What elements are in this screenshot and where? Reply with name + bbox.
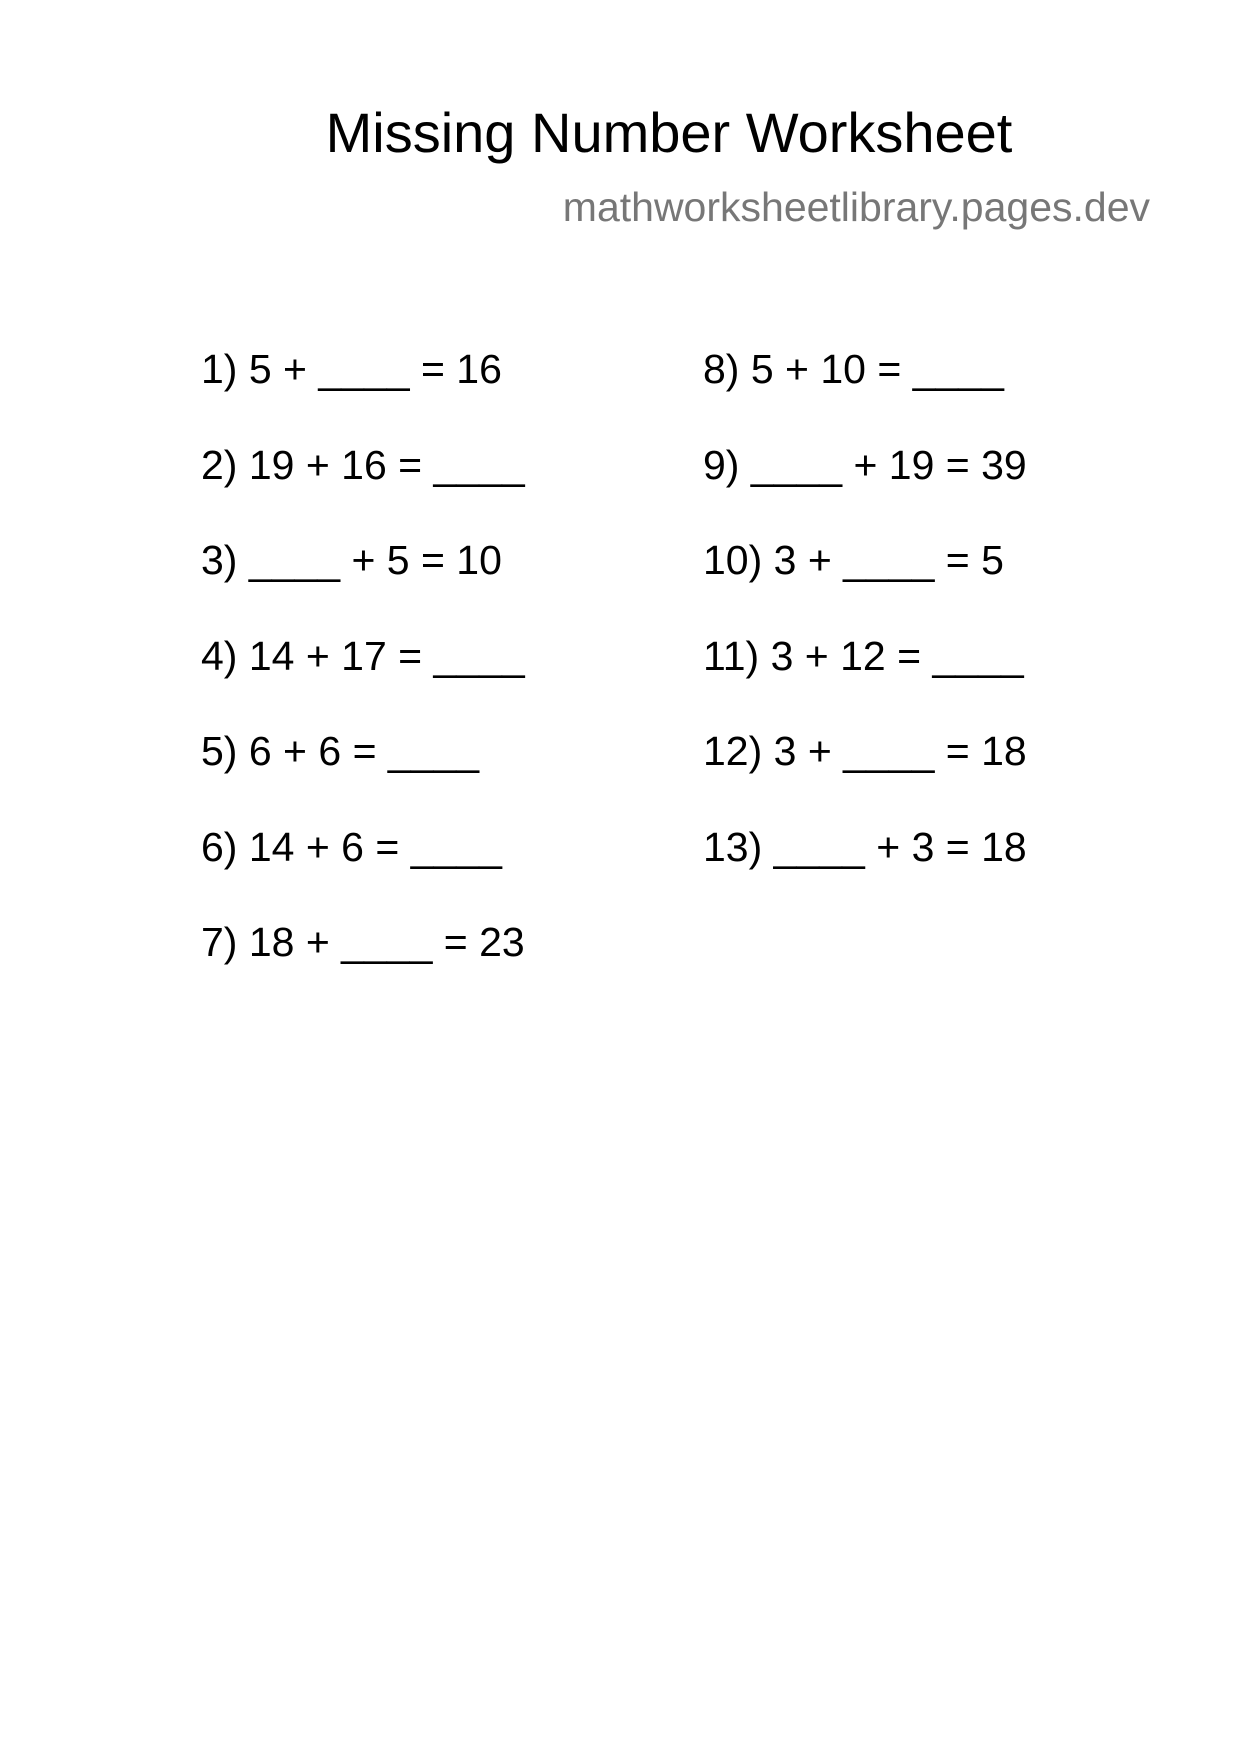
- problem-6: 6) 14 + 6 = ____: [201, 823, 502, 870]
- problem-list-left: [201, 344, 525, 1013]
- problem-9: 9) ____ + 19 = 39: [703, 441, 1027, 488]
- problem-12: 12) 3 + ____ = 18: [703, 728, 1027, 774]
- problem-13: 13) ____ + 3 = 18: [703, 823, 1027, 870]
- source-url: mathworksheetlibrary.pages.dev: [562, 184, 1150, 230]
- problem-7: 7) 18 + ____ = 23: [201, 919, 525, 965]
- problem-2: 2) 19 + 16 = ____: [201, 441, 525, 488]
- problem-10: 10) 3 + ____ = 5: [703, 537, 1004, 583]
- problem-1: 1) 5 + ____ = 16: [201, 346, 502, 392]
- problem-8: 8) 5 + 10 = ____: [703, 346, 1004, 392]
- problem-11: 11) 3 + 12 = ____: [703, 632, 1024, 679]
- worksheet-title: Missing Number Worksheet: [325, 101, 1013, 164]
- problem-list-right: [703, 344, 1027, 917]
- problem-5: 5) 6 + 6 = ____: [201, 728, 480, 774]
- problem-4: 4) 14 + 17 = ____: [201, 632, 525, 679]
- problem-3: 3) ____ + 5 = 10: [201, 537, 502, 583]
